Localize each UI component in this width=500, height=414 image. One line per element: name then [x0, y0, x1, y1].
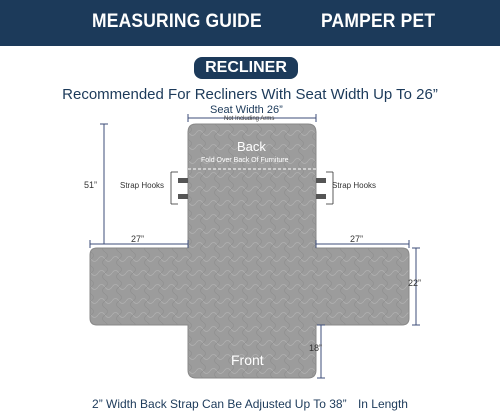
front-label: Front	[231, 352, 264, 368]
strap-left-top	[178, 178, 188, 183]
strap-right-top	[316, 178, 326, 183]
recommendation-subtitle: Recommended For Recliners With Seat Width Up To 26”	[62, 86, 438, 103]
strap-hooks-left-label: Strap Hooks	[120, 181, 165, 190]
height-51-label: 51”	[84, 180, 98, 190]
seat-width-label: Seat Width 26”	[210, 104, 283, 116]
strap-left-bottom	[178, 194, 188, 199]
front-18-label: 18”	[309, 343, 323, 353]
not-including-arms-label: Not Including Arms	[224, 116, 275, 122]
strap-right-bottom	[316, 194, 326, 199]
left-arm-27-label: 27”	[131, 234, 145, 244]
brand-title: PAMPER PET	[321, 11, 436, 32]
measuring-guide-title: MEASURING GUIDE	[92, 11, 262, 32]
recliner-badge: RECLINER	[194, 57, 298, 79]
strap-note-main: 2” Width Back Strap Can Be Adjusted Up To 38”	[92, 397, 347, 411]
right-arm-27-label: 27”	[350, 234, 364, 244]
strap-note-length: In Length	[357, 397, 408, 411]
fold-over-label: Fold Over Back Of Furniture	[201, 157, 289, 164]
depth-22-label: 22”	[408, 278, 422, 288]
back-label: Back	[237, 139, 266, 154]
strap-note	[0, 397, 500, 411]
strap-hooks-right-label: Strap Hooks	[332, 181, 377, 190]
